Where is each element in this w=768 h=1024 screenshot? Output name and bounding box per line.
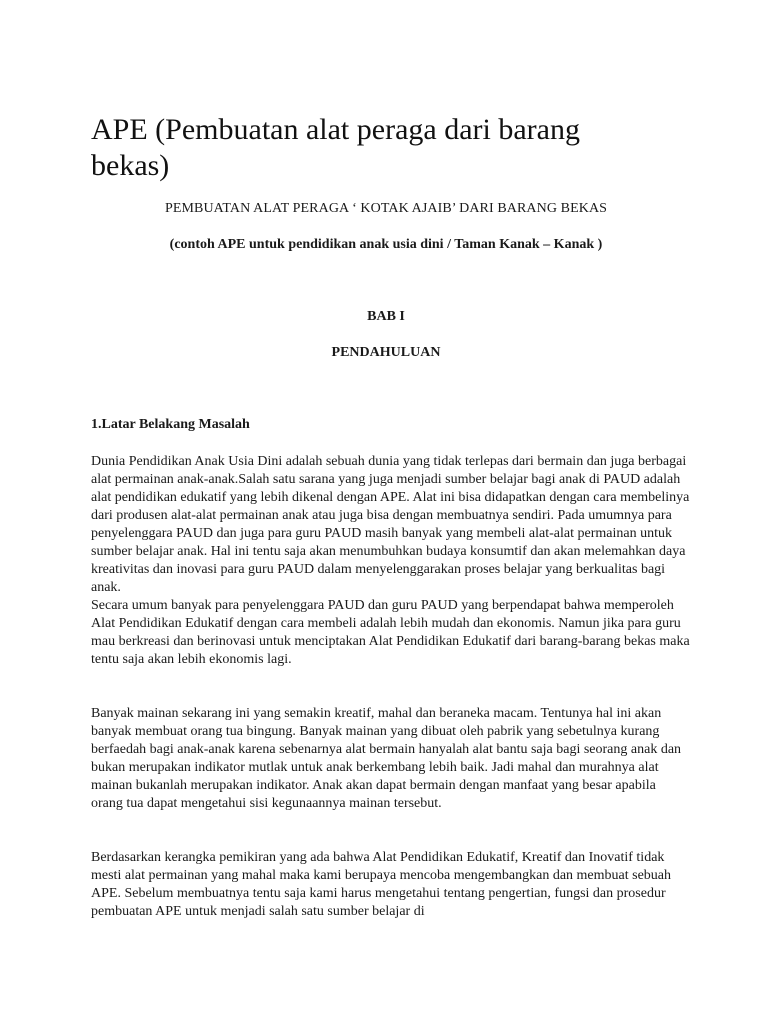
document-subtitle: PEMBUATAN ALAT PERAGA ‘ KOTAK AJAIB’ DARI BARANG BEKAS [164, 201, 608, 216]
paragraph: Secara umum banyak para penyelenggara PAUD dan guru PAUD yang berpendapat bahwa memperoleh Alat Pendidikan Edukatif dengan cara membeli adalah lebih mudah dan ekonomis. Namun jika para guru mau berkreasi dan berinovasi untuk menciptakan Alat Pendidikan Edukatif dari barang-barang bekas maka tentu saja akan lebih ekonomis lagi. [91, 598, 690, 667]
paragraph: Berdasarkan kerangka pemikiran yang ada bahwa Alat Pendidikan Edukatif, Kreatif dan Inovatif tidak mesti alat permainan yang mahal maka kami berupaya mencoba mengembangkan dan membuat sebuah APE. Sebelum membuatnya tentu saja kami harus mengetahui tentang pengertian, fungsi dan prosedur pembuatan APE untuk menjadi salah satu sumber belajar di [91, 850, 672, 919]
page-title: APE (Pembuatan alat peraga dari barang bekas) [91, 113, 580, 182]
chapter-number: BAB I [367, 309, 405, 324]
document-subtitle-secondary: (contoh APE untuk pendidikan anak usia dini / Taman Kanak – Kanak ) [169, 237, 603, 252]
section-heading: 1.Latar Belakang Masalah [91, 417, 250, 432]
paragraph: Banyak mainan sekarang ini yang semakin kreatif, mahal dan beraneka macam. Tentunya hal ini akan banyak membuat orang tua bingung. Banyak mainan yang dibuat oleh pabrik yang sebetulnya kurang berfaedah bagi anak-anak karena sebenarnya alat bermain hanyalah alat bantu saja bagi seorang anak dan bukan merupakan indikator mutlak untuk anak berkembang lebih baik. Jadi mahal dan murahnya alat mainan bukanlah merupakan indikator. Anak akan dapat bermain dengan manfaat yang besar apabila orang tua dapat mengetahui sisi kegunaannya mainan tersebut. [91, 706, 682, 811]
chapter-title: PENDAHULUAN [331, 345, 441, 360]
paragraph: Dunia Pendidikan Anak Usia Dini adalah sebuah dunia yang tidak terlepas dari bermain dan juga berbagai alat permainan anak-anak.Salah satu sarana yang juga menjadi sumber belajar bagi anak di PAUD adalah alat pendidikan edukatif yang lebih dikenal dengan APE. Alat ini bisa didapatkan dengan cara membelinya dari produsen alat-alat permainan anak atau juga bisa dengan membuatnya sendiri. Pada umumnya para penyelenggara PAUD dan juga para guru PAUD masih banyak yang membeli alat-alat permainan untuk sumber belajar anak. Hal ini tentu saja akan menumbuhkan budaya konsumtif dan akan melemahkan daya kreativitas dan inovasi para guru PAUD dalam menyelenggarakan proses belajar yang berkualitas bagi anak. [91, 454, 690, 595]
